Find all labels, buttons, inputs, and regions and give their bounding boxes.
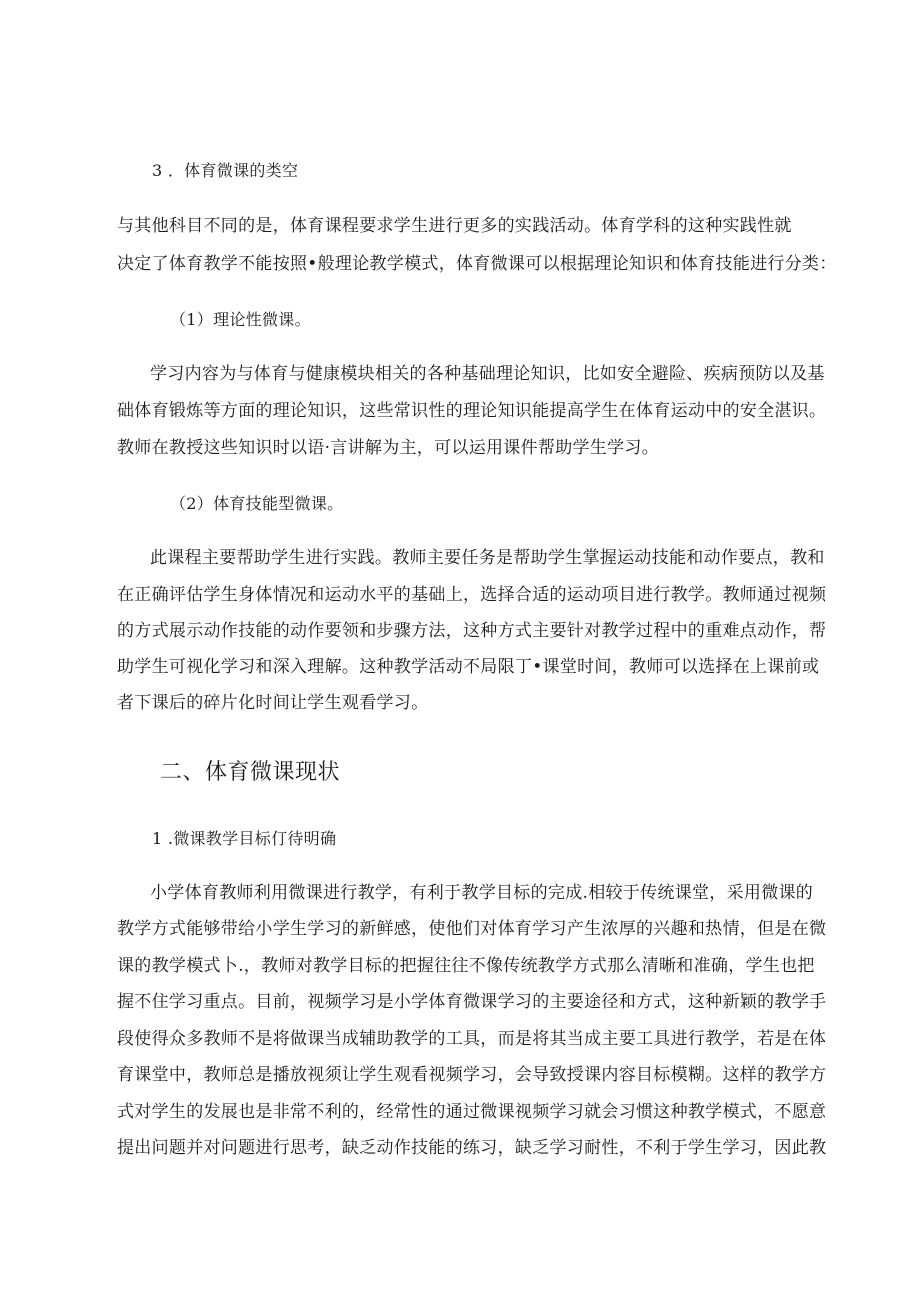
paragraph-3-line-4: 助学生可视化学习和深入理解。这种教学活动不局限丁•课堂时间，教师可以选择在上课前或 <box>117 657 820 677</box>
paragraph-4-line-5: 段使得众多教师不是将做课当成辅助教学的工具，而是将其当成主要工具进行教学，若是在体 <box>117 1029 827 1049</box>
paragraph-4-line-6: 育课堂中，教师总是播放视须让学生观看视频学习，会导致授课内容目标模糊。这样的教学方 <box>117 1065 827 1085</box>
paragraph-4-line-2: 教学方式能够带给小学生学习的新鲜感，使他们对体育学习产生浓厚的兴趣和热情，但是在微 <box>117 919 827 939</box>
section-3-title: 3 ．体育微课的类空 <box>152 161 299 180</box>
paragraph-3-line-1: 此课程主要帮助学生进行实践。教师主要任务是帮助学生掌握运动技能和动作要点，教和 <box>150 548 825 568</box>
paragraph-3-line-2: 在正确评估学生身体情况和运动水平的基础上，选择合适的运动项目进行教学。教师通过视频 <box>117 585 827 605</box>
paragraph-3-line-3: 的方式展示动作技能的动作要领和步骤方法，这种方式主要针对教学过程中的重难点动作，帮 <box>117 621 827 641</box>
paragraph-4-line-4: 握不住学习重点。目前，视频学习是小学体育微课学习的主要途径和方式，这种新颖的教学手 <box>117 992 827 1012</box>
subsection-2-title: （2）体育技能型微课。 <box>170 494 344 513</box>
subsection-1-title: （1）理论性微课。 <box>170 310 311 329</box>
paragraph-4-line-1: 小学体育教师利用微课进行教学，有利于教学目标的完成.相较于传统课堂，采用微课的 <box>150 883 814 903</box>
section-1-title: 1 .微课教学目标仃待明确 <box>152 829 337 848</box>
paragraph-2-line-2: 础体育锻炼等方面的理论知识，这些常识性的理论知识能提高学生在体育运动中的安全湛识。 <box>117 401 827 421</box>
paragraph-1-line-1: 与其他科目不同的是，体育课程要求学生进行更多的实践活动。体育学科的这种实践性就 <box>117 216 792 236</box>
paragraph-4-line-3: 课的教学模式卜.，教师对教学目标的把握往往不像传统教学方式那么清晰和准确，学生也把 <box>117 956 815 976</box>
paragraph-4-line-7: 式对学生的发展也是非常不利的，经常性的通过微课视频学习就会习惯这种教学模式，不愿意 <box>117 1102 827 1122</box>
paragraph-2-line-1: 学习内容为与体育与健康模块相关的各种基础理论知识，比如安全避险、疾病预防以及基 <box>150 364 825 384</box>
paragraph-1-line-2: 决定了体育教学不能按照•般理论教学模式，体育微课可以根据理论知识和体育技能进行分类： <box>117 254 837 274</box>
paragraph-4-line-8: 提出问题并对问题进行思考，缺乏动作技能的练习，缺乏学习耐性，不利于学生学习，因此教 <box>117 1138 827 1158</box>
paragraph-3-line-5: 者下课后的碎片化时间让学生观看学习。 <box>117 693 429 713</box>
chapter-2-heading: 二、体育微课现状 <box>160 760 341 785</box>
paragraph-2-line-3: 教师在教授这些知识时以语·言讲解为主，可以运用课件帮助学生学习。 <box>117 438 660 458</box>
